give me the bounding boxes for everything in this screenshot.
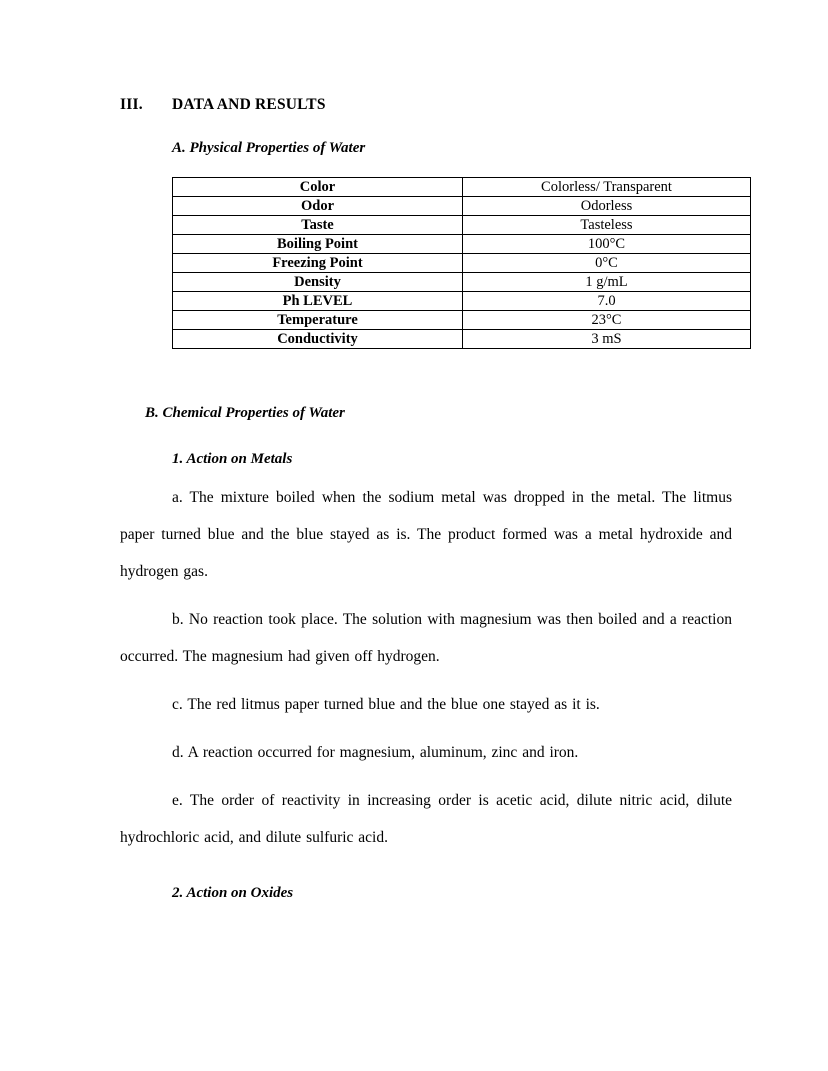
paragraph-c: c. The red litmus paper turned blue and the blue one stayed as it is. [172,696,600,713]
value-cell: Odorless [463,197,751,216]
paragraph-d: d. A reaction occurred for magnesium, aluminum, zinc and iron. [172,744,579,761]
value-cell: Colorless/ Transparent [463,178,751,197]
sub-1-title: 1. Action on Metals [172,451,293,467]
subsection-b-title: B. Chemical Properties of Water [145,405,345,421]
value-cell: 7.0 [463,292,751,311]
property-cell: Taste [173,216,463,235]
paragraph-b: b. No reaction took place. The solution with magnesium was then boiled and a reaction occurred. The magnesium had given off hydrogen. [120,611,732,665]
table-row [173,178,751,197]
value-cell: 0°C [463,254,751,273]
property-cell: Ph LEVEL [173,292,463,311]
value-cell: 1 g/mL [463,273,751,292]
table-row [173,292,751,311]
table-row [173,273,751,292]
value-cell: 3 mS [463,330,751,349]
property-cell: Conductivity [173,330,463,349]
subsection-a-title: A. Physical Properties of Water [172,140,366,156]
property-cell: Temperature [173,311,463,330]
value-cell: 23°C [463,311,751,330]
table-row [173,254,751,273]
table-row [173,216,751,235]
table-row [173,197,751,216]
section-number: III. [120,96,143,113]
property-cell: Odor [173,197,463,216]
paragraph-e: e. The order of reactivity in increasing order is acetic acid, dilute nitric acid, dilute hydrochloric acid, and dilute sulfuric acid. [120,792,732,846]
table-row [173,330,751,349]
property-cell: Freezing Point [173,254,463,273]
property-cell: Boiling Point [173,235,463,254]
section-title: DATA AND RESULTS [172,96,326,113]
property-cell: Color [173,178,463,197]
paragraph-a: a. The mixture boiled when the sodium metal was dropped in the metal. The litmus paper turned blue and the blue stayed as is. The product formed was a metal hydroxide and hydrogen gas. [120,489,732,580]
value-cell: Tasteless [463,216,751,235]
value-cell: 100°C [463,235,751,254]
table-row [173,235,751,254]
section-heading [120,96,732,114]
table-row [173,311,751,330]
property-cell: Density [173,273,463,292]
physical-properties-table [172,177,751,349]
sub-2-title: 2. Action on Oxides [172,885,294,901]
